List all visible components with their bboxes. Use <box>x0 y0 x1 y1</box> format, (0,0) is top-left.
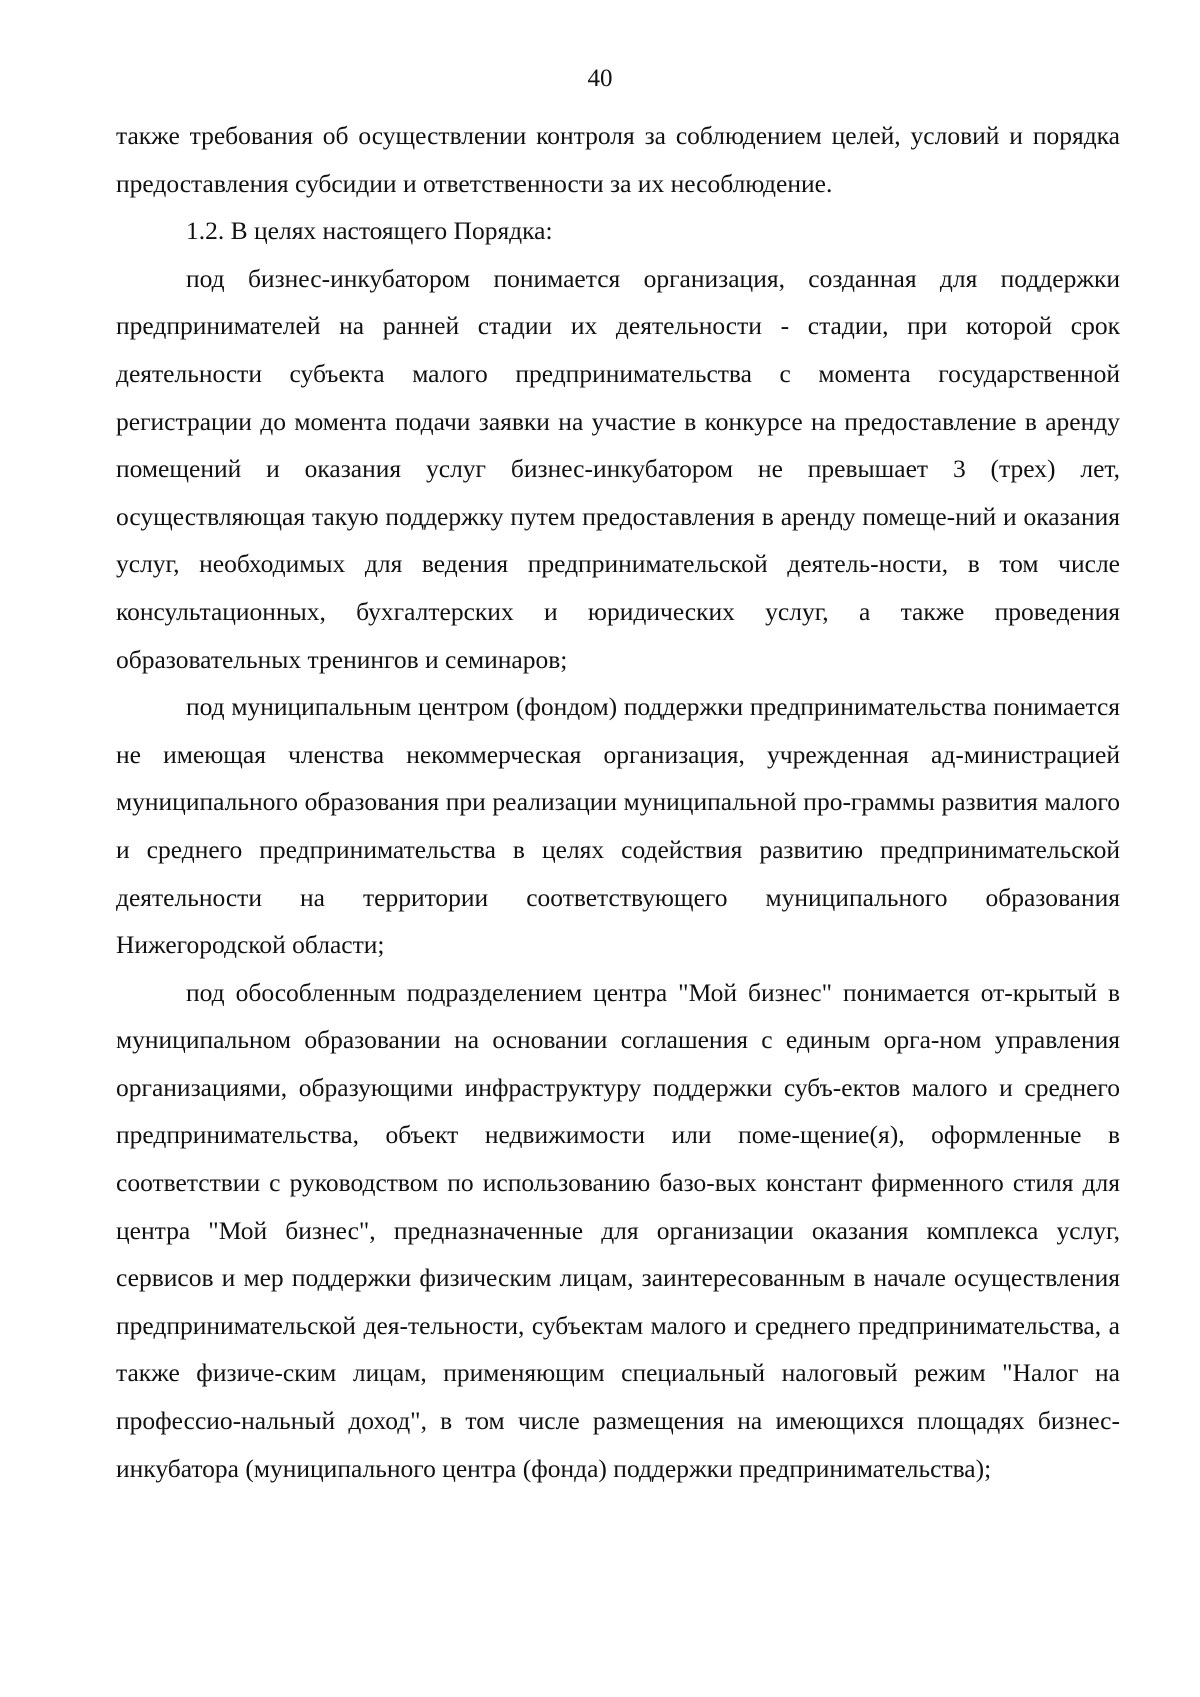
paragraph-municipal-center-definition: под муниципальным центром (фондом) поддержки предпринимательства понимается не имеющая членства некоммерческая организация, учрежденная ад-министрацией муниципального образования при реализации муниципальной про-граммы развития малого и среднего предпринимательства в целях содействия развитию предпринимательской деятельности на территории соответствующего муниципального образования Нижегородской области; <box>116 692 1120 960</box>
document-body <box>116 112 1120 1492</box>
paragraph-section-1-2-heading: 1.2. В целях настоящего Порядка: <box>186 216 553 246</box>
page-number: 40 <box>587 65 613 92</box>
paragraph-subsidy-control-continuation: также требования об осуществлении контроля за соблюдением целей, условий и порядка предоставления субсидии и ответственности за их несоблюдение. <box>116 121 1120 198</box>
paragraph-my-business-subdivision-definition: под обособленным подразделением центра "Мой бизнес" понимается от-крытый в муниципальном образовании на основании соглашения с единым орга-ном управления организациями, образующими инфраструктуру поддержки субъ-ектов малого и среднего предпринимательства, объект недвижимости или поме-щение(я), оформленные в соответствии с руководством по использованию базо-вых констант фирменного стиля для центра "Мой бизнес", предназначенные для организации оказания комплекса услуг, сервисов и мер поддержки физическим лицам, заинтересованным в начале осуществления предпринимательской дея-тельности, субъектам малого и среднего предпринимательства, а также физиче-ским лицам, применяющим специальный налоговый режим "Налог на профессио-нальный доход", в том числе размещения на имеющихся площадях бизнес-инкубатора (муниципального центра (фонда) поддержки предпринимательства); <box>116 977 1120 1483</box>
paragraph-business-incubator-definition: под бизнес-инкубатором понимается организация, созданная для поддержки предпринимателей на ранней стадии их деятельности - стадии, при которой срок деятельности субъекта малого предпринимательства с момента государственной регистрации до момента подачи заявки на участие в конкурсе на предоставление в аренду помещений и оказания услуг бизнес-инкубатором не превышает 3 (трех) лет, осуществляющая такую поддержку путем предоставления в аренду помеще-ний и оказания услуг, необходимых для ведения предпринимательской деятель-ности, в том числе консультационных, бухгалтерских и юридических услуг, а также проведения образовательных тренингов и семинаров; <box>116 263 1120 674</box>
